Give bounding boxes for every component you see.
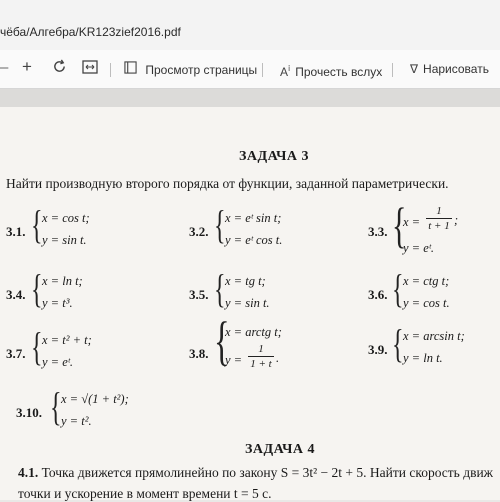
system-brace: { bbox=[214, 311, 230, 371]
pdf-page bbox=[0, 107, 500, 500]
problem-line-1: x = cos t; bbox=[42, 211, 90, 225]
address-bar[interactable] bbox=[0, 0, 500, 51]
system-brace: { bbox=[392, 321, 404, 366]
problem-line-1: x = arcsin t; bbox=[403, 329, 465, 343]
problem-line-2: y = eᵗ. bbox=[403, 241, 435, 255]
problem-line-2-end: . bbox=[276, 351, 280, 365]
system-brace: { bbox=[392, 266, 404, 311]
fraction-bar bbox=[248, 356, 274, 357]
problem-number: 3.4. bbox=[6, 287, 26, 302]
problem-line-2: y = eᵗ. bbox=[42, 355, 74, 369]
problem-number: 4.1. bbox=[18, 465, 39, 480]
toolbar-divider bbox=[392, 63, 393, 77]
draw-button[interactable] bbox=[410, 61, 489, 77]
toolbar-divider bbox=[110, 63, 111, 77]
problem-number: 3.10. bbox=[16, 405, 42, 420]
pdf-toolbar bbox=[0, 50, 500, 89]
problem-number: 3.7. bbox=[6, 346, 26, 361]
draw-icon: ∇ bbox=[410, 62, 419, 76]
problem-line-1: x = t² + t; bbox=[42, 333, 92, 347]
problem-line-2: y = sin t. bbox=[42, 233, 87, 247]
fraction-denominator: t + 1 bbox=[428, 220, 450, 232]
task4-problem-line-1 bbox=[18, 465, 493, 481]
read-aloud-icon: $A^ⅰ$ bbox=[280, 64, 291, 79]
problem-line-2-lhs: y = bbox=[225, 353, 243, 367]
problem-number: 3.9. bbox=[368, 342, 388, 357]
problem-number: 3.1. bbox=[6, 224, 26, 239]
task4-text-2: точки и ускорение в момент времени t = 5 с. bbox=[18, 486, 272, 501]
problem-line-1: x = tg t; bbox=[225, 274, 266, 288]
task3-heading: ЗАДАЧА 3 bbox=[238, 149, 309, 164]
system-brace: { bbox=[214, 266, 226, 311]
page-view-button[interactable] bbox=[124, 61, 257, 78]
problem-line-1: x = ln t; bbox=[42, 274, 83, 288]
system-brace: { bbox=[31, 266, 43, 311]
problem-line-2: y = cos t. bbox=[403, 296, 450, 310]
minus-icon[interactable]: – bbox=[0, 59, 9, 76]
system-brace: { bbox=[31, 324, 43, 369]
fraction-numerator: 1 bbox=[258, 343, 264, 355]
fraction-denominator: 1 + t bbox=[250, 358, 272, 370]
read-aloud-button[interactable] bbox=[280, 61, 382, 80]
toolbar-divider bbox=[262, 63, 263, 77]
fraction-numerator: 1 bbox=[436, 205, 442, 217]
task4-text-1: Точка движется прямолинейно по закону S = 3t² − 2t + 5. Найти скорость движ bbox=[41, 465, 493, 480]
rotate-icon[interactable] bbox=[52, 59, 67, 78]
page-gap bbox=[0, 89, 500, 107]
page-view-label: Просмотр страницы bbox=[145, 63, 258, 77]
system-brace: { bbox=[50, 384, 62, 429]
problem-number: 3.5. bbox=[189, 287, 209, 302]
draw-label: Нарисовать bbox=[423, 62, 489, 76]
problem-line-2: y = sin t. bbox=[225, 296, 270, 310]
problem-line-2: y = ln t. bbox=[403, 351, 443, 365]
problem-line-2: y = t². bbox=[61, 414, 92, 428]
fraction-bar bbox=[426, 218, 452, 219]
task3-prompt: Найти производную второго порядка от функции, заданной параметрически. bbox=[6, 176, 449, 191]
problem-line-2: y = t³. bbox=[42, 296, 73, 310]
url-text[interactable]: чёба/Алгебра/KR123zief2016.pdf bbox=[0, 25, 181, 39]
problem-number: 3.3. bbox=[368, 224, 388, 239]
system-brace: { bbox=[392, 197, 407, 253]
page-view-icon bbox=[124, 63, 140, 77]
system-brace: { bbox=[31, 202, 43, 247]
problem-number: 3.6. bbox=[368, 287, 388, 302]
read-aloud-label: Прочесть вслух bbox=[295, 65, 383, 79]
problem-line-1-end: ; bbox=[454, 213, 459, 227]
plus-icon[interactable]: + bbox=[22, 57, 32, 76]
problem-number: 3.2. bbox=[189, 224, 209, 239]
problem-line-1: x = arctg t; bbox=[225, 325, 282, 339]
problem-line-1: x = eᵗ sin t; bbox=[225, 211, 282, 225]
problem-line-2: y = eᵗ cos t. bbox=[225, 233, 283, 247]
task4-heading: ЗАДАЧА 4 bbox=[244, 442, 315, 457]
problem-line-1: x = ctg t; bbox=[403, 274, 450, 288]
problem-number: 3.8. bbox=[189, 346, 209, 361]
system-brace: { bbox=[214, 202, 226, 247]
problem-line-1-lhs: x = bbox=[403, 215, 421, 229]
fit-width-icon[interactable] bbox=[82, 60, 98, 78]
problem-line-1: x = √(1 + t²); bbox=[61, 392, 129, 406]
